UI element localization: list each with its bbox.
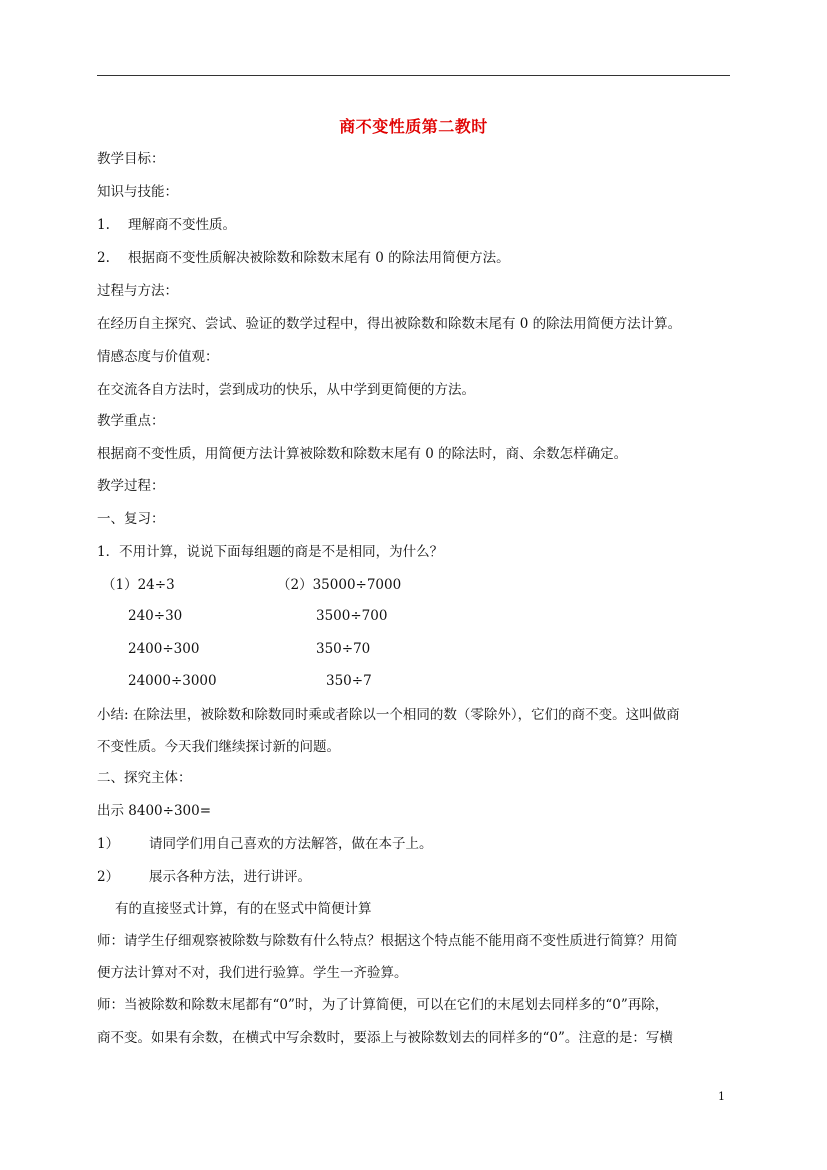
attitude-heading: 情感态度与价值观： (97, 349, 219, 365)
k1-number: 1. (97, 217, 110, 233)
teacher-note-2-line-2: 商不变。如果有余数，在横式中写余数时，要添上与被除数划去的同样多的“0”。注意的是：写横 (97, 1030, 673, 1046)
step1-number: 1） (97, 836, 120, 852)
process-method-heading: 过程与方法： (97, 283, 178, 299)
goal-heading: 教学目标： (97, 151, 165, 167)
group1-item: 24000÷3000 (128, 673, 217, 689)
review-question: 1．不用计算，说说下面每组题的商是不是相同，为什么？ (97, 544, 444, 560)
teaching-process-heading: 教学过程： (97, 478, 165, 494)
k2-text: 根据商不变性质解决被除数和除数末尾有 0 的除法用简便方法。 (128, 250, 510, 266)
group1-item: 2400÷300 (128, 641, 200, 657)
group1-item: （1）24÷3 (102, 577, 175, 593)
k2-number: 2. (97, 250, 110, 266)
explore-heading: 二、探究主体： (97, 770, 192, 786)
process-method-text: 在经历自主探究、尝试、验证的数学过程中，得出被除数和除数末尾有 0 的除法用简便方法计算。 (97, 316, 682, 332)
summary-line-2: 不变性质。今天我们继续探讨新的问题。 (97, 739, 340, 755)
key-heading: 教学重点： (97, 413, 165, 429)
document-title: 商不变性质第二教时 (339, 117, 488, 136)
attitude-text: 在交流各自方法时，尝到成功的快乐，从中学到更简便的方法。 (97, 382, 475, 398)
step2-text: 展示各种方法，进行讲评。 (149, 869, 311, 885)
teacher-note-2-line-1: 师：当被除数和除数末尾都有“0”时，为了计算简便，可以在它们的末尾划去同样多的“0”再除， (97, 997, 669, 1013)
group2-item: （2）35000÷7000 (277, 577, 402, 593)
k1-text: 理解商不变性质。 (128, 217, 236, 233)
methods-line: 有的直接竖式计算，有的在竖式中简便计算 (115, 901, 372, 917)
step2-number: 2） (97, 869, 120, 885)
header-rule (97, 75, 730, 76)
teacher-note-1-line-1: 师：请学生仔细观察被除数与除数有什么特点？根据这个特点能不能用商不变性质进行简算？用简 (97, 933, 678, 949)
group2-item: 3500÷700 (316, 608, 388, 624)
step1-text: 请同学们用自己喜欢的方法解答，做在本子上。 (149, 836, 433, 852)
teacher-note-1-line-2: 便方法计算对不对，我们进行验算。学生一齐验算。 (97, 965, 408, 981)
key-text: 根据商不变性质，用简便方法计算被除数和除数末尾有 0 的除法时，商、余数怎样确定。 (97, 446, 628, 462)
review-heading: 一、复习： (97, 511, 165, 527)
knowledge-heading: 知识与技能： (97, 184, 178, 200)
show-problem: 出示 8400÷300= (97, 803, 212, 819)
group1-item: 240÷30 (128, 608, 183, 624)
summary-line-1: 小结: 在除法里，被除数和除数同时乘或者除以一个相同的数（零除外），它们的商不变。这叫做商 (97, 707, 680, 723)
group2-item: 350÷7 (326, 673, 372, 689)
group2-item: 350÷70 (316, 641, 371, 657)
page-number: 1 (718, 1090, 725, 1103)
